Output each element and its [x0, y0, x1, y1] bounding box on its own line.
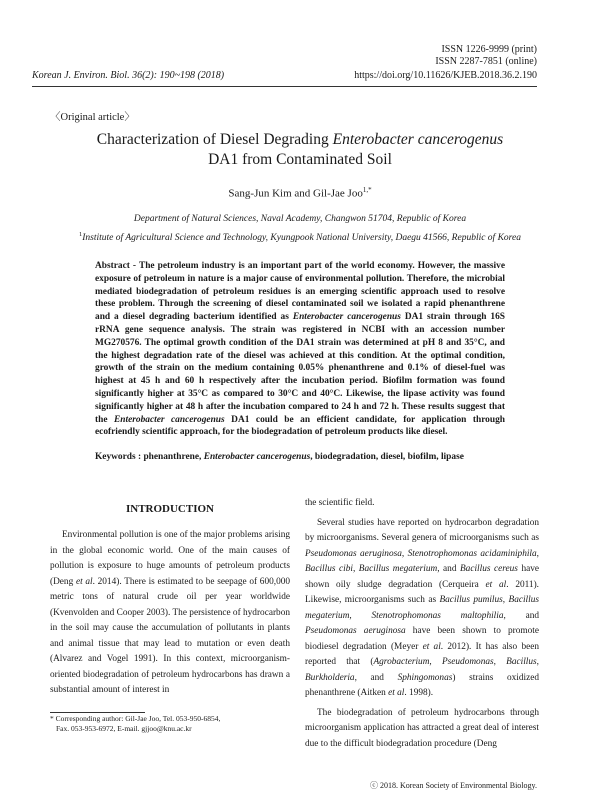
copyright-notice: ⓒ 2018. Korean Society of Environmental Biology.: [369, 781, 537, 790]
keywords: Keywords : phenanthrene, Enterobacter cancerogenus, biodegradation, diesel, biofilm, lipase: [95, 452, 464, 462]
footnote-divider: [50, 712, 145, 713]
intro-paragraph-3: The biodegradation of petroleum hydrocarbons through microorganism application has attracted a great deal of interest due to the difficult biodegradation procedure (Deng: [305, 707, 539, 749]
corresponding-author-footnote: * Corresponding author: Gil-Jae Joo, Tel. 053-950-6854, Fax. 053-953-6972, E-mail. gjjoo@knu.ac.kr: [50, 714, 221, 733]
journal-citation: Korean J. Environ. Biol. 36(2): 190~198 (2018): [32, 70, 225, 81]
title-line2: DA1 from Contaminated Soil: [208, 151, 392, 168]
abstract-label: Abstract: [95, 261, 130, 271]
article-type: 〈Original article〉: [50, 112, 135, 123]
affiliation-1: Department of Natural Sciences, Naval Academy, Changwon 51704, Republic of Korea: [133, 214, 467, 224]
paper-title: [50, 130, 550, 170]
right-column: [305, 496, 539, 752]
issn-online: ISSN 2287-7851 (online): [435, 56, 537, 67]
issn-block: [435, 44, 537, 68]
doi-link[interactable]: https://doi.org/10.11626/KJEB.2018.36.2.190: [354, 70, 537, 81]
affiliations: [40, 212, 560, 246]
species-name: Enterobacter cancerogenus: [292, 312, 401, 323]
section-heading-introduction: INTRODUCTION: [125, 503, 214, 515]
keywords-label: Keywords :: [95, 452, 144, 462]
abstract: Abstract - The petroleum industry is an important part of the world economy. However, the massive exposure of petroleum in nature is a major cause of environmental pollution. Therefore, the microbial mediated biodegradation of petroleum residues is an emerging scientific approach used to resolve these problem. Through the screening of diesel contaminated soil we isolated a rapid phenanthrene and a diesel degrading bacterium identified as Enterobacter cancerogenus DA1 strain through 16S rRNA gene sequence analysis. The strain was registered in NCBI with an accession number MG270576. The optimal growth condition of the DA1 strain was determined at pH 8 and 35°C, and the highest degradation rate of the diesel was achieved at this condition. At the optimal condition, growth of the strain on the medium containing 0.05% phenanthrene and 0.1% of diesel-fuel was highest at 45 h and 60 h respectively after the incubation period. Biofilm formation was found significantly higher at 35°C as compared to 30°C and 40°C. Likewise, the lipase activity was found significantly higher at 48 h after the incubation compared to 24 h and 72 h. These results suggest that the Enterobacter cancerogenus DA1 could be an efficient candidate, for application through ecofriendly scientific approach, for the biodegradation of petroleum products like diesel.: [95, 261, 506, 438]
title-prefix: Characterization of Diesel Degrading: [96, 131, 333, 148]
issn-print: ISSN 1226-9999 (print): [441, 44, 537, 55]
title-species: Enterobacter cancerogenus: [332, 131, 504, 148]
running-header: [32, 70, 537, 87]
intro-paragraph-1: Environmental pollution is one of the major problems arising in the global economic world. One of the main causes of pollution is exposure to huge amounts of petroleum products (Deng et al. 2014). There is estimated to be seepage of 600,000 metric tons of natural crude oil per year worldwide (Kvenvolden and Cooper 2003). The persistence of hydrocarbon in the soil may cause the accumulation of pollutants in plants and animal tissue that may lead to mutation or even death (Alvarez and Vogel 1991). In this context, microorganism-oriented biodegradation of petroleum hydrocarbons has drawn a substantial amount of interest in: [50, 530, 291, 695]
author-names: Sang-Jun Kim and Gil-Jae Joo: [228, 187, 363, 200]
affiliation-2: $^1$Institute of Agricultural Science and Technology, Kyungpook National University, Daegu 41566, Republic of Korea: [79, 231, 521, 244]
authors: [50, 186, 550, 200]
intro-paragraph-1-continued: the scientific field.: [305, 498, 375, 508]
intro-paragraph-2: Several studies have reported on hydrocarbon degradation by microorganisms. Several genera of microorganisms such as Pseudomonas aeruginosa, Stenotrophomonas acidaminiphila, Bacillus cibi, Bacillus megaterium, and Bacillus cereus have shown oily sludge degradation (Cerqueira et al. 2011). Likewise, microorganisms such as Bacillus pumilus, Bacillus megaterium, Stenotrophomonas maltophilia, and Pseudomonas aeruginosa have been shown to promote biodiesel degradation (Meyer et al. 2012). It has also been reported that (Agrobacterium, Pseudomonas, Bacillus, Burkholderia, and Sphingomonas) strains oxidized phenanthrene (Aitken et al. 1998).: [305, 517, 540, 698]
author-marks: 1,*: [362, 186, 372, 194]
species-name: Enterobacter cancerogenus: [114, 414, 225, 425]
left-column: [50, 503, 290, 699]
